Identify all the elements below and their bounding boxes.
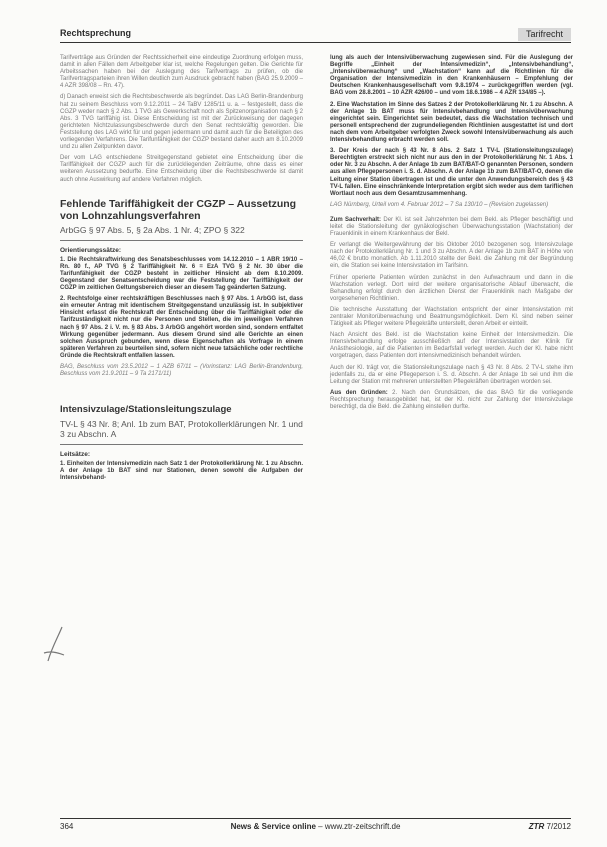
right-column xyxy=(330,55,573,415)
paragraph: 2. Nach den Grundsätzen, die das BAG für die vorliegende Rechtsprechung herausgebildet hat, ist der Kl. nicht zur Zahlung der Intensivzulage berechtigt, da die Bekl. die Zahlung einstellen durfte. xyxy=(330,389,573,411)
paragraph: Nach Ansicht des Bekl. ist die Wachstation keine Einheit der Intensivmedizin. Die Intensivbehandlung erfolge ausschließlich auf der Intensivstation der Klinik für Anästhesiologie, auf die Patienten im Bedarfsfall verlegt werden. Auch der Kl. habe nicht vorgetragen, dass Patienten dort intensivmedizinisch behandelt würden. xyxy=(330,332,573,360)
news-label: News & Service online xyxy=(230,822,316,831)
handwritten-mark xyxy=(40,625,70,665)
reasons-heading: Aus den Gründen: xyxy=(330,389,388,396)
facts-heading: Zum Sachverhalt: xyxy=(330,216,382,223)
paragraph: Auch der Kl. trägt vor, die Stationsleitungszulage nach § 43 Nr. 8 Abs. 2 TV-L stehe ihm jedenfalls zu, da er eine Pflegeperson i. S. d. Abschn. A der Anlage 1b sei und ihm die Leitung der Station mit mehreren unterstellten Pflegekräften übertragen worden sei. xyxy=(330,364,573,385)
section-tab: Tarifrecht xyxy=(518,28,571,41)
paragraph: Er verlangt die Weitergewährung der bis Oktober 2010 bezogenen sog. Intensivzulage nach der Protokollerklärung Nr. 1 und 3 zu Abschn. A der Anlage 1b zum BAT in Höhe von 46,02 € brutto monatlich. Ab 1.11.2010 stellte der Bekl. die Zahlung mit der Begründung ein, die Station sei keine Intensivstation im Tarifsinn. xyxy=(330,242,573,270)
divider xyxy=(60,444,303,445)
journal-issue xyxy=(529,820,571,834)
article-title: Intensivzulage/Stationsleitungszulage xyxy=(60,404,232,416)
article-norms: ArbGG § 97 Abs. 5, § 2a Abs. 1 Nr. 4; ZPO § 322 xyxy=(60,224,245,235)
citation: LAG Nürnberg, Urteil vom 4. Februar 2012 – 7 Sa 130/10 – (Revision zugelassen) xyxy=(330,201,549,208)
page-footer xyxy=(60,818,571,833)
paragraph: Die technische Ausstattung der Wachstation entspricht der einer Intensivstation mit zentraler Monitorüberwachung und Beatmungsmöglichkeit. Dem Kl. sind neben seiner Tätigkeit als Pfleger weitere Pflegekräfte unterstellt, deren Arbeit er einteilt. xyxy=(330,306,573,328)
news-url[interactable]: www.ztr-zeitschrift.de xyxy=(324,822,401,831)
guideline-label: Leitsätze: xyxy=(60,451,90,459)
article-intensivzulage xyxy=(60,404,303,482)
footer-news: News & Service online – www.ztr-zeitschrift.de xyxy=(230,822,401,831)
journal-name: ZTR xyxy=(528,822,545,831)
running-header xyxy=(60,28,571,43)
issue-number: 7/2012 xyxy=(546,822,571,831)
paragraph: Früher operierte Patienten würden zunächst in den Aufwachraum und dann in die Wachstation verlegt. Dort wird der weitere organisatorische Ablauf überwacht, die Behandlung erfolgt durch den ärztlichen Dienst der Frauenklinik nach Maßgabe der vorgesehenen Richtlinien. xyxy=(330,274,573,302)
section-name: Rechtsprechung xyxy=(60,28,132,38)
paragraph: lung als auch der Intensivüberwachung zugewiesen sind. Für die Auslegung der Begriffe „Einheit der Intensivmedizin“, „Intensivbehandlung“, „Intensivüberwachung“ und „Wachstation“ kann auf die Richtlinien für die Organisation der Intensivmedizin in den Krankenhäusern – Empfehlung der Deutschen Krankenhausgesellschaft vom 9.8.1974 – zurückgegriffen werden (vgl. BAG vom 28.8.2001 – 10 AZR 426/00 – und vom 18.6.1986 – 4 AZR 134/85 –). xyxy=(330,55,573,97)
page-number: 364 xyxy=(60,822,74,831)
paragraph: Der Kl. ist seit Jahrzehnten bei dem Bekl. als Pfleger beschäftigt und leitet die Stationsleitung der gynäkologischen Überwachungsstation (Wachstation) der Frauenklinik in einem Krankenhaus der Bekl. xyxy=(330,216,573,238)
guideline-point: 2. Rechtsfolge einer rechtskräftigen Beschlusses nach § 97 Abs. 1 ArbGG ist, dass ein erneuter Antrag mit identischem Streitgegenstand unzulässig ist. In subjektiver Hinsicht erfasst die Rechtskraft der Entscheidung über die Tariffähigkeit oder die Tarifzuständigkeit nicht nur die Personen und Stellen, die im jeweiligen Verfahren nach § 97 Abs. 2 i. V. m. § 83 Abs. 3 ArbGG angehört worden sind, sondern entfaltet Wirkung gegenüber jedermann. Aus diesem Grund sind alle Gerichte an einen solchen Ausspruch gebunden, wenn diese Eigenschaften als Vorfrage in einem späteren Verfahren zu beurteilen sind, sofern nicht neue tatsächliche oder rechtliche Gründe die Rechtskraft entfallen lassen. xyxy=(60,296,303,359)
intro-text xyxy=(60,55,303,184)
paragraph: Tarifverträge aus Gründen der Rechtssicherheit eine eindeutige Zuordnung erfolgen muss, damit in allen Fällen dem Arbeitgeber klar ist, welche Regelungen gelten. Die Gerichte für Arbeitssachen haben bei der Auslegung des Tarifvertrags zu prüfen, ob die Tarifvertragsparteien ihren Willen deutlich zum Ausdruck gebracht haben (BAG 25.9.2009 – 4 AZR 398/08 – Rn. 47). xyxy=(60,55,303,90)
guideline-point: 2. Eine Wachstation im Sinne des Satzes 2 der Protokollerklärung Nr. 1 zu Abschn. A der Anlage 1b BAT muss für Intensivbehandlung und Intensivüberwachung eingerichtet sein. Eingerichtet sein bedeutet, dass die Wachstation technisch und personell entsprechend der zugrundeliegenden Richtlinien ausgestattet ist und dort nach dem vom Arbeitgeber verfolgten Zweck sowohl Intensivüberwachung als auch Intensivbehandlung erbracht werden soll. xyxy=(330,101,573,144)
guideline-label: Orientierungssätze: xyxy=(60,246,122,254)
guideline-point: 1. Einheiten der Intensivmedizin nach Satz 1 der Protokollerklärung Nr. 1 zu Abschn. A der Anlage 1b BAT sind nur Stationen, denen sowohl die Aufgaben der Intensivbehand- xyxy=(60,461,303,482)
article-norms: TV-L § 43 Nr. 8; Anl. 1b zum BAT, Protokollerklärungen Nr. 1 und 3 zu Abschn. A xyxy=(60,419,303,440)
left-column xyxy=(60,55,303,487)
divider xyxy=(60,240,303,241)
guideline-point: 1. Die Rechtskraftwirkung des Senatsbeschlusses vom 14.12.2010 – 1 ABR 19/10 – Rn. 80 f., AP TVG § 2 Tariffähigkeit Nr. 6 = EzA TVG § 2 Nr. 30 über die Tarifunfähigkeit der CGZP besteht in zeitlicher Hinsicht ab dem 8.10.2009. Gegenstand der Senatsentscheidung war die Feststellung der Tariffähigkeit der CGZP im zeitlichen Geltungsbereich dieser an diesem Tag geänderten Satzung. xyxy=(60,256,303,292)
article-cgzp xyxy=(60,198,303,379)
citation: BAG, Beschluss vom 23.5.2012 – 1 AZB 67/11 – (Vorinstanz: LAG Berlin-Brandenburg, Beschluss vom 21.9.2011 – 9 Ta 2171/11) xyxy=(60,364,303,378)
guideline-point: 3. Der Kreis der nach § 43 Nr. 8 Abs. 2 Satz 1 TV-L (Stationsleitungszulage) Berechtigten erstreckt sich nicht nur aus den in der Protokollerklärung Nr. 1 Abs. 1 oder Nr. 3 zu Abschn. A der Anlage 1b zum BAT/BAT-O genannten Personen, sondern aus allen Pflegepersonen i. S. d. Abschn. A der Anlage 1b zum BAT/BAT-O, denen die Leitung einer Station übertragen ist und die unter den Anwendungsbereich des § 43 TV-L fallen. Eine einschränkende Interpretation ergibt sich weder aus dem tariflichen Wortlaut noch aus dem Gesamtzusammenhang. xyxy=(330,148,573,197)
paragraph: Der vom LAG entschiedene Streitgegenstand gebietet eine Entscheidung über die Tariffähigkeit der CGZP auch für die zurückliegenden Zeiträume, ohne dass es einer weiteren Aussetzung bedurfte. Eine Entscheidung über die Rechtsbeschwerde ist damit auch ohne Auswirkung auf andere Verfahren möglich. xyxy=(60,155,303,183)
article-title: Fehlende Tariffähigkeit der CGZP – Aussetzung von Lohnzahlungsverfahren xyxy=(60,197,297,222)
paragraph: d) Danach erweist sich die Rechtsbeschwerde als begründet. Das LAG Berlin-Brandenburg hat zu seinem Beschluss vom 9.12.2011 – 24 TaBV 1285/11 u. a. – festgestellt, dass die CGZP weder nach § 2 Abs. 1 TVG als Gewerkschaft noch als Spitzenorganisation nach § 2 Abs. 3 TVG tariffähig ist. Diese Entscheidung ist mit der Zurückweisung der dagegen gerichteten Nichtzulassungsbeschwerde durch den Senat rechtskräftig geworden. Die Feststellung des LAG wirkt für und gegen jedermann und damit auch für die Beteiligten des vorliegenden Verfahrens. Die Tarifunfähigkeit der CGZP bestand daher auch am 8.10.2009 und zu allen Zeitpunkten davor. xyxy=(60,94,303,151)
